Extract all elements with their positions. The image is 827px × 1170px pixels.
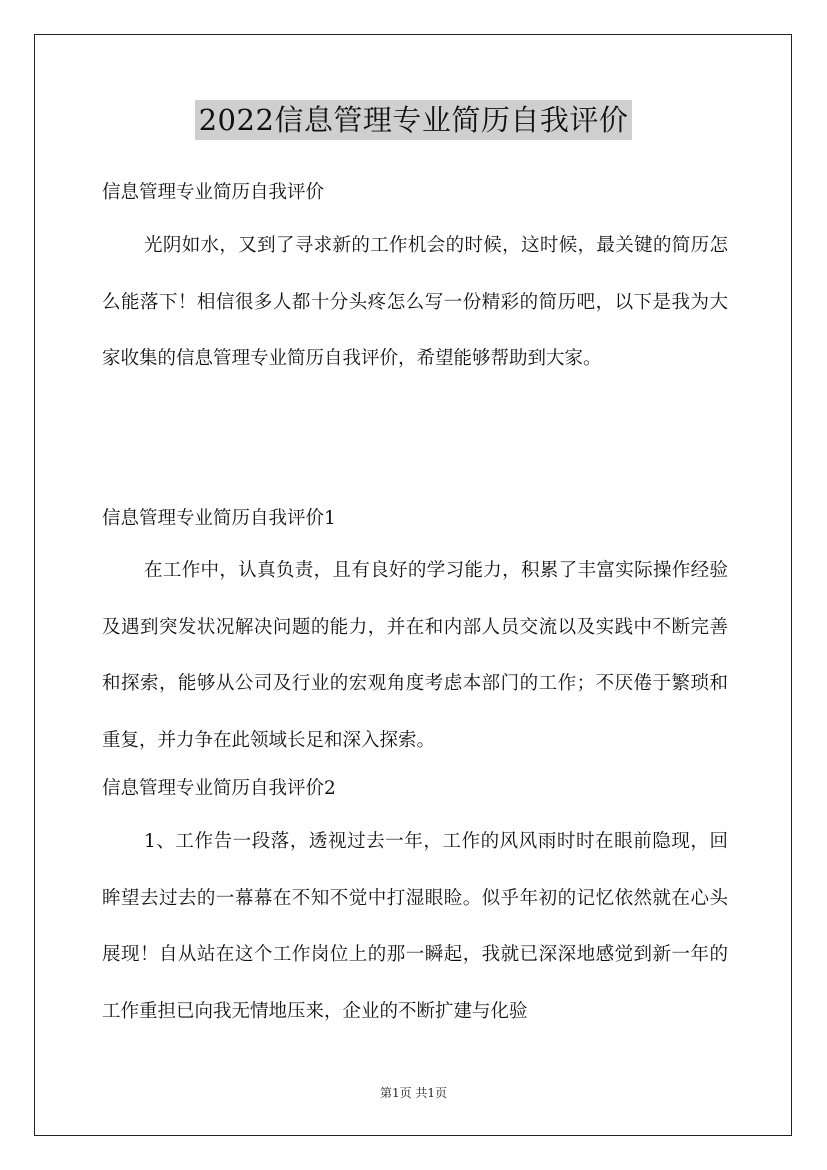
page-footer: 第1页 共1页	[379, 1086, 448, 1100]
section-paragraph-intro: 光阴如水，又到了寻求新的工作机会的时候，这时候，最关键的简历怎么能落下！相信很多人都十分头疼怎么写一份精彩的简历吧，以下是我为大家收集的信息管理专业简历自我评价，希望能够帮助到大家。	[102, 235, 728, 369]
section-paragraph-2: 1、工作告一段落，透视过去一年，工作的风风雨时时在眼前隐现，回眸望去过去的一幕幕在不知不觉中打湿眼睑。似乎年初的记忆依然就在心头展现！自从站在这个工作岗位上的那一瞬起，我就已深深地感觉到新一年的工作重担已向我无情地压来，企业的不断扩建与化验	[102, 831, 728, 1022]
section-paragraph-1: 在工作中，认真负责，且有良好的学习能力，积累了丰富实际操作经验及遇到突发状况解决问题的能力，并在和内部人员交流以及实践中不断完善和探索，能够从公司及行业的宏观角度考虑本部门的工作；不厌倦于繁琐和重复，并力争在此领域长足和深入探索。	[102, 560, 728, 751]
section-heading-intro: 信息管理专业简历自我评价	[102, 182, 325, 203]
title-container	[0, 100, 827, 140]
section-heading-2: 信息管理专业简历自我评价2	[102, 778, 336, 799]
section-heading-1: 信息管理专业简历自我评价1	[102, 508, 336, 529]
document-title: 2022信息管理专业简历自我评价	[195, 100, 633, 140]
